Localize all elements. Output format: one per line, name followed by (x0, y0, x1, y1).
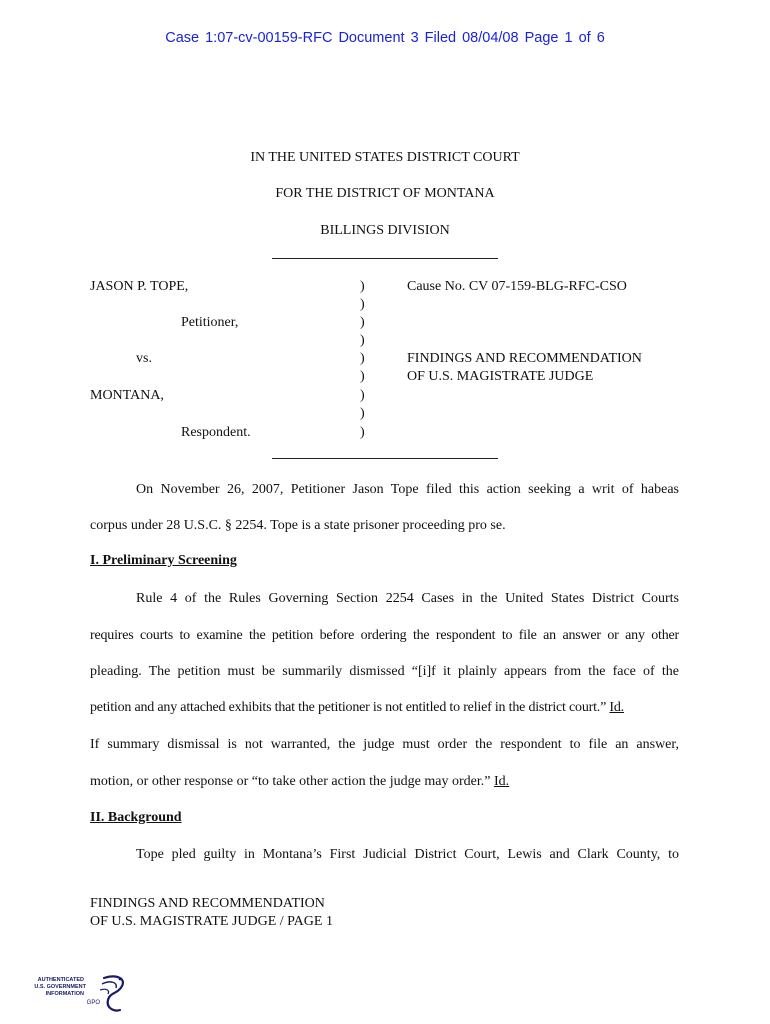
caption-paren: ) (360, 351, 365, 366)
screening-line4 (90, 699, 679, 717)
seal-text-line4: GPO (86, 1000, 100, 1006)
respondent-name: MONTANA, (90, 388, 164, 403)
eagle-seal-icon (34, 972, 134, 1016)
citation-id: Id. (609, 700, 624, 715)
screening-line2: requires courts to examine the petition before ordering the respondent to file an answer or any other (90, 628, 679, 643)
document-title-line2: OF U.S. MAGISTRATE JUDGE (407, 369, 594, 384)
screening-line4-text: petition and any attached exhibits that the petitioner is not entitled to relief in the district court.” (90, 700, 607, 715)
court-district: FOR THE DISTRICT OF MONTANA (275, 186, 495, 201)
case-header-stamp: Case 1:07-cv-00159-RFC Document 3 Filed 08/04/08 Page 1 of 6 (165, 30, 605, 46)
cause-number: Cause No. CV 07-159-BLG-RFC-CSO (407, 279, 627, 294)
seal-text-line1: AUTHENTICATED (37, 977, 84, 983)
caption-paren: ) (360, 333, 365, 348)
intro-paragraph-line2: corpus under 28 U.S.C. § 2254. Tope is a state prisoner proceeding pro se. (90, 518, 506, 533)
caption-paren: ) (360, 315, 365, 330)
screening-line6-text: motion, or other response or “to take other action the judge may order.” (90, 774, 491, 789)
caption-paren: ) (360, 425, 365, 440)
caption-paren: ) (360, 279, 365, 294)
footer-title-line2: OF U.S. MAGISTRATE JUDGE / PAGE 1 (90, 914, 333, 929)
petitioner-name: JASON P. TOPE, (90, 279, 189, 294)
petitioner-role: Petitioner, (181, 315, 239, 330)
seal-text-line2: U.S. GOVERNMENT (34, 984, 86, 990)
caption-top-rule (272, 258, 498, 259)
versus: vs. (136, 351, 152, 366)
caption-bottom-rule (272, 458, 498, 459)
section-heading-background: II. Background (90, 810, 182, 825)
gpo-authentication-seal (34, 972, 134, 1016)
screening-line1: Rule 4 of the Rules Governing Section 2254 Cases in the United States District Courts (136, 591, 679, 606)
screening-line5: If summary dismissal is not warranted, the judge must order the respondent to file an answer, (90, 737, 679, 752)
court-name: IN THE UNITED STATES DISTRICT COURT (250, 150, 520, 165)
intro-paragraph-line1: On November 26, 2007, Petitioner Jason Tope filed this action seeking a writ of habeas (136, 482, 679, 497)
court-division: BILLINGS DIVISION (320, 223, 450, 238)
caption-paren: ) (360, 297, 365, 312)
seal-text-line3: INFORMATION (45, 991, 84, 997)
respondent-role: Respondent. (181, 425, 251, 440)
screening-line6 (90, 773, 509, 791)
caption-paren: ) (360, 369, 365, 384)
caption-paren: ) (360, 388, 365, 403)
document-title-line1: FINDINGS AND RECOMMENDATION (407, 351, 642, 366)
caption-paren: ) (360, 406, 365, 421)
screening-line3: pleading. The petition must be summarily dismissed “[i]f it plainly appears from the face of the (90, 664, 679, 679)
citation-id: Id. (493, 774, 510, 789)
footer-title-line1: FINDINGS AND RECOMMENDATION (90, 896, 325, 911)
section-heading-preliminary-screening: I. Preliminary Screening (90, 553, 237, 568)
background-line1: Tope pled guilty in Montana’s First Judicial District Court, Lewis and Clark County, to (136, 847, 679, 862)
